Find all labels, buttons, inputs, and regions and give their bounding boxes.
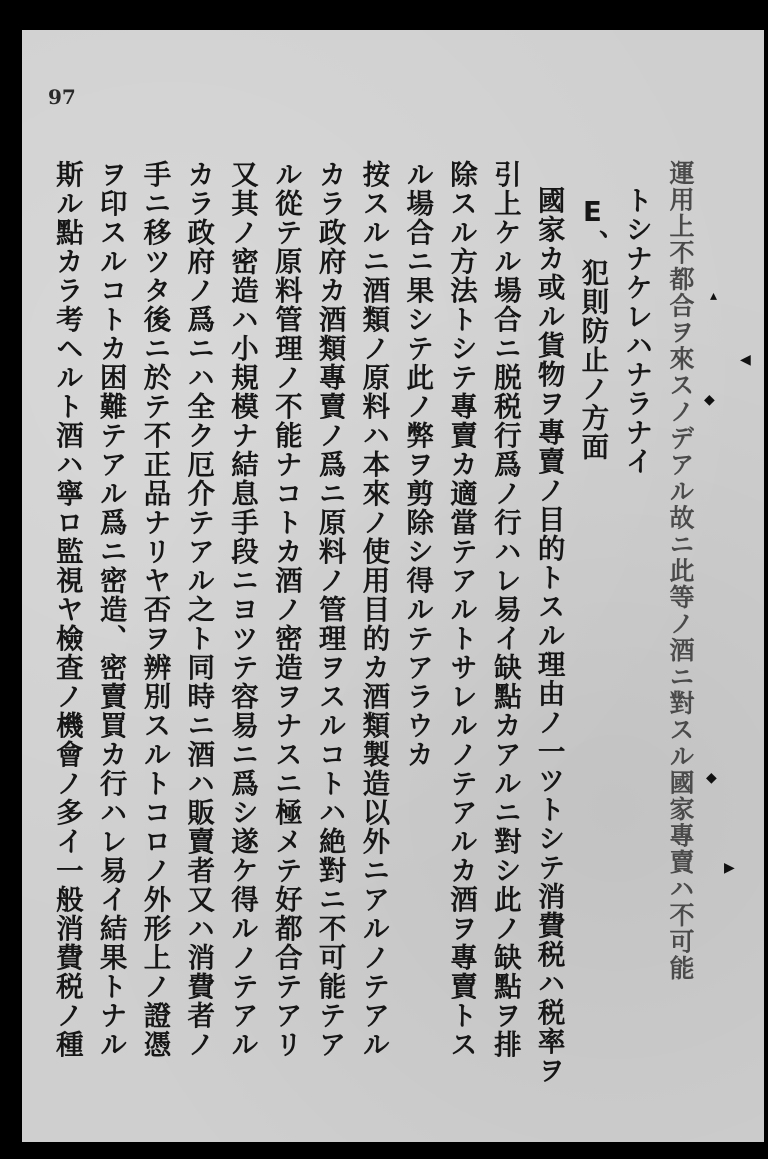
ink-speck: ◀ xyxy=(740,352,751,368)
text-column: 除スル方法トシテ專賣カ適當テアルトサレルノテアルカ酒ヲ專賣トス xyxy=(445,160,478,1059)
text-column: カラ政府カ酒類專賣ノ爲ニ原料ノ管理ヲスルコトハ絶對ニ不可能テア xyxy=(313,160,346,1059)
text-column: ヲ印スルコトカ困難テアル爲ニ密造、密賣買カ行ハレ易イ結果トナル xyxy=(94,160,127,1059)
text-column: 國家カ或ル貨物ヲ專賣ノ目的トスル理由ノ一ツトシテ消費税ハ税率ヲ xyxy=(532,186,565,1085)
document-page xyxy=(22,30,764,1142)
ink-speck: ▶ xyxy=(724,860,735,876)
text-column: トシナケレハナラナイ xyxy=(620,186,653,476)
ink-speck: ◆ xyxy=(706,770,717,786)
text-column: 手ニ移ツタ後ニ於テ不正品ナリヤ否ヲ辨別スルトコロノ外形上ノ證憑 xyxy=(138,160,171,1059)
vertical-text-body xyxy=(50,160,700,1090)
section-heading: E、犯則防止ノ方面 xyxy=(576,196,609,462)
text-column: 又其ノ密造ハ小規模ナ結息手段ニヨツテ容易ニ爲シ遂ケ得ルノテアル xyxy=(226,160,259,1059)
ink-speck: ▴ xyxy=(710,288,718,304)
text-column: 引上ケル場合ニ脱税行爲ノ行ハレ易イ缺點カアルニ對シ此ノ缺點ヲ排 xyxy=(488,160,521,1059)
text-column: 按スルニ酒類ノ原料ハ本來ノ使用目的カ酒類製造以外ニアルノテアル xyxy=(357,160,390,1059)
page-number: 97 xyxy=(48,85,76,109)
text-column: 斯ル點カラ考ヘルト酒ハ寧ロ監視ヤ檢査ノ機會ノ多イ一般消費税ノ種 xyxy=(50,160,83,1059)
text-column: カラ政府ノ爲ニハ全ク厄介テアル之ト同時ニ酒ハ販賣者又ハ消費者ノ xyxy=(182,160,215,1059)
ink-speck: ◆ xyxy=(704,392,715,408)
text-column: ル從テ原料管理ノ不能ナコトカ酒ノ密造ヲナスニ極メテ好都合テアリ xyxy=(269,160,302,1059)
text-column: ル場合ニ果シテ此ノ弊ヲ剪除シ得ルテアラウカ xyxy=(401,160,434,769)
text-column: 運用上不都合ヲ來スノデアル故ニ此等ノ酒ニ對スル國家專賣ハ不可能 xyxy=(666,160,695,982)
